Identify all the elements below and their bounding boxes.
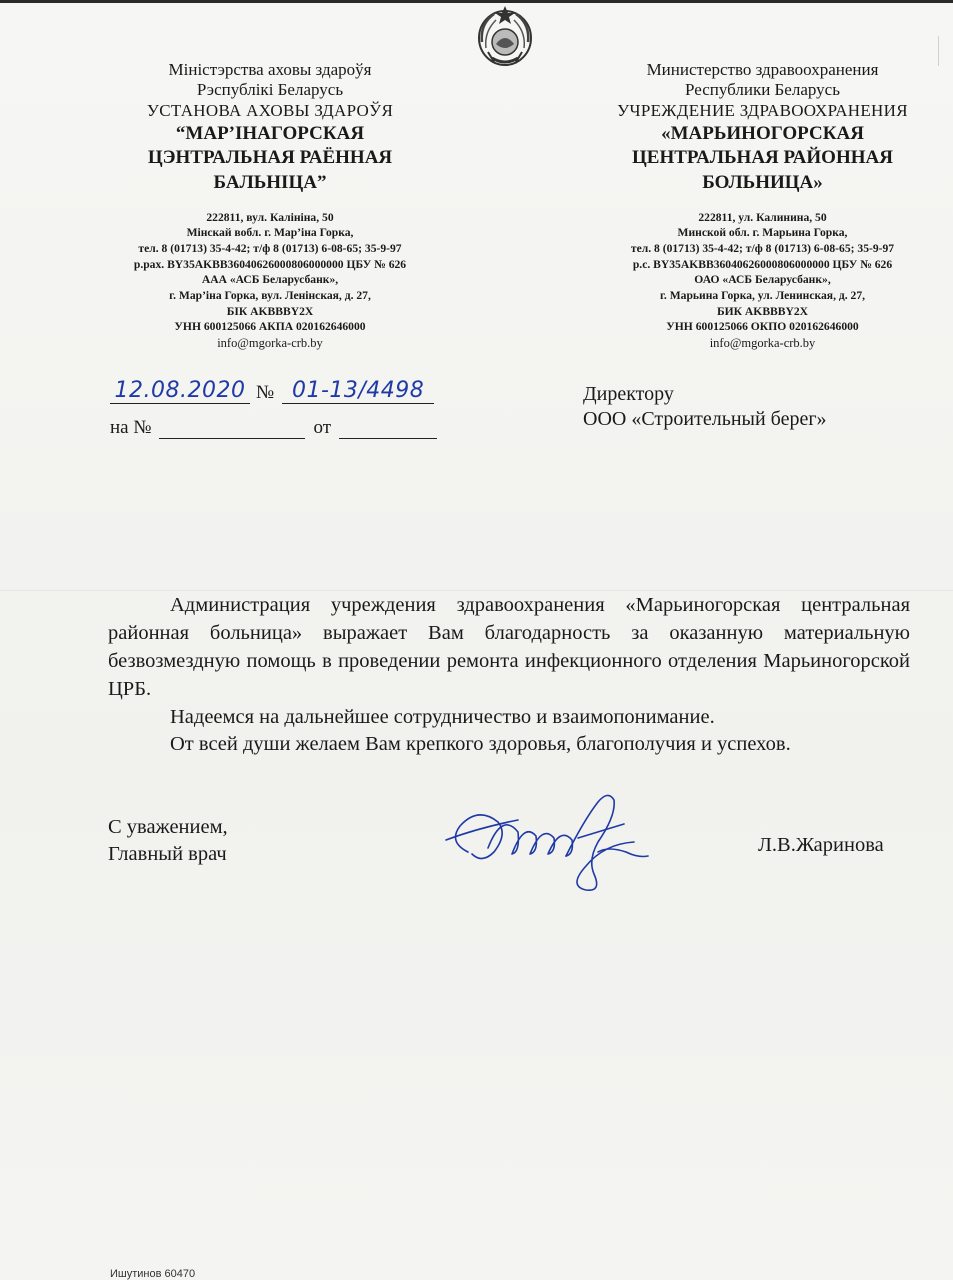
institution-name-line-2: ЦЕНТРАЛЬНАЯ РАЙОННАЯ (632, 147, 893, 169)
body-paragraph-wishes: От всей души желаем Вам крепкого здоровья, благополучия и успехов. (170, 733, 791, 756)
addressee (583, 382, 827, 432)
bank-address-line: г. Мар’іна Горка, вул. Ленінская, д. 27, (169, 288, 371, 302)
from-blank (339, 419, 437, 439)
reference-label: на № (110, 417, 152, 438)
republic-line: Республики Беларусь (685, 80, 840, 100)
institution-type: УСТАНОВА АХОВЫ ЗДАРОЎЯ (146, 100, 394, 120)
header-russian (590, 60, 935, 352)
tax-id-line: УНН 600125066 ОКПО 020162646000 (666, 320, 859, 334)
address-block (590, 210, 935, 352)
institution-name-line-2: ЦЭНТРАЛЬНАЯ РАЁННАЯ (147, 147, 393, 169)
phone-line: тел. 8 (01713) 35-4-42; т/ф 8 (01713) 6-08-65; 35-9-97 (138, 241, 402, 255)
bank-address-line: г. Марьина Горка, ул. Ленинская, д. 27, (659, 288, 866, 302)
signature-left-block (108, 814, 228, 867)
address-line: 222811, ул. Калинина, 50 (698, 210, 827, 224)
email-address: info@mgorka-crb.by (709, 335, 816, 350)
address-line: Мінскай вобл. г. Мар’іна Горка, (186, 226, 354, 240)
address-line: Минской обл. г. Марьина Горка, (677, 226, 848, 240)
handwritten-number: 01-13/4498 (282, 378, 434, 404)
republic-line: Рэспублікі Беларусь (196, 80, 344, 100)
account-line: р.рах. BY35AKBB36040626000806000000 ЦБУ № 626 (133, 257, 407, 271)
belarus-coat-of-arms-icon (474, 2, 536, 68)
corner-mark (938, 36, 949, 66)
from-label: от (313, 417, 332, 438)
number-label: № (256, 382, 275, 403)
bic-line: БІК AKBBBY2X (226, 304, 314, 318)
institution-name-line-3: БОЛЬНИЦА» (702, 171, 823, 193)
institution-type: УЧРЕЖДЕНИЕ ЗДРАВООХРАНЕНИЯ (617, 100, 908, 120)
ministry-line: Міністэрства аховы здароўя (168, 60, 372, 79)
bank-line: ОАО «АСБ Беларусбанк», (694, 273, 831, 287)
email-address: info@mgorka-crb.by (217, 335, 323, 350)
letter-body (108, 592, 910, 759)
institution-name-line-1: “МАР’ІНАГОРСКАЯ (175, 123, 365, 145)
header-belarusian (100, 60, 440, 352)
body-paragraph-cooperation: Надеемся на дальнейшее сотрудничество и взаимопонимание. (170, 705, 715, 728)
fold-line (0, 590, 953, 591)
reference-blank (159, 419, 305, 439)
signer-position: Главный врач (108, 842, 227, 865)
institution-name-line-3: БАЛЬНІЦА” (213, 171, 327, 193)
closing-phrase: С уважением, (108, 816, 228, 838)
addressee-position: Директору (583, 383, 674, 405)
tax-id-line: УНН 600125066 АКПА 020162646000 (174, 320, 366, 334)
handwritten-date: 12.08.2020 (110, 378, 250, 404)
body-paragraph-gratitude: Администрация учреждения здравоохранения «Марьиногорская центральная районная больница» выражает Вам благодарность за оказанную материальную безвозмездную помощь в проведении ремонта инфекционного отделения Марьиногорской ЦРБ. (108, 594, 910, 700)
reference-row (110, 407, 450, 439)
address-block (100, 210, 440, 352)
signer-name: Л.В.Жаринова (758, 834, 884, 856)
addressee-company: ООО «Строительный берег» (583, 408, 827, 430)
registration-row (110, 372, 450, 404)
phone-line: тел. 8 (01713) 35-4-42; т/ф 8 (01713) 6-08-65; 35-9-97 (630, 241, 895, 255)
bank-line: ААА «АСБ Беларусбанк», (201, 273, 339, 287)
executor-note: Ишутинов 60470 (110, 1268, 196, 1280)
account-line: р.с. BY35AKBB36040626000806000000 ЦБУ № 626 (632, 257, 893, 271)
registration-block (110, 372, 450, 439)
bic-line: БИК AKBBBY2X (716, 304, 809, 318)
ministry-line: Министерство здравоохранения (646, 60, 879, 79)
handwritten-signature-icon (438, 782, 658, 900)
address-line: 222811, вул. Калініна, 50 (206, 210, 334, 224)
institution-name-line-1: «МАРЬИНОГОРСКАЯ (661, 123, 864, 145)
